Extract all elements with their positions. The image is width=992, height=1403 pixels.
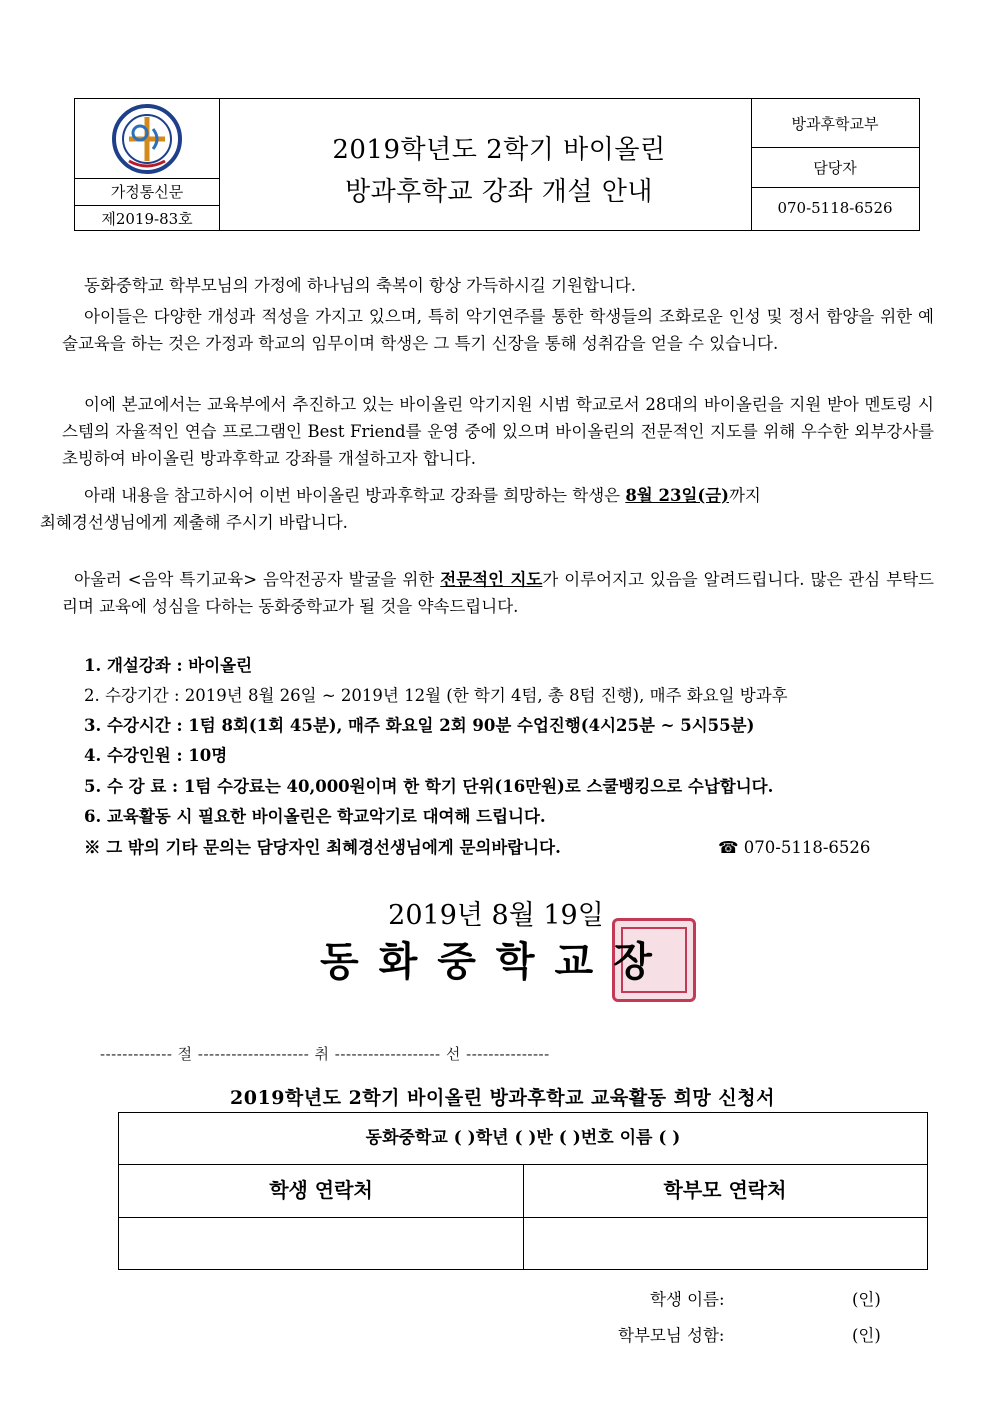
cut-line: ------------- 절 -------------------- 취 ------------------- 선 --------------- (100, 1045, 550, 1063)
paragraph-notice (62, 566, 934, 620)
parent-contact-field[interactable] (524, 1217, 927, 1269)
student-contact-field[interactable] (119, 1217, 523, 1269)
text: 까지 (728, 486, 761, 505)
text: 아래 내용을 참고하시어 이번 바이올린 방과후학교 강좌를 희망하는 학생은 (84, 486, 626, 505)
header-table (74, 98, 920, 231)
issue-date: 2019년 8월 19일 (388, 900, 604, 931)
list-item: 2. 수강기간 : 2019년 8월 26일 ~ 2019년 12월 (한 학기 4텀, 총 8텀 진행), 매주 화요일 방과후 (84, 686, 788, 705)
paragraph-deadline (40, 482, 934, 536)
inquiry-phone: ☎ 070-5118-6526 (718, 838, 871, 857)
doc-number: 제2019-83호 (101, 210, 193, 228)
seal-mark: (인) (852, 1290, 881, 1309)
doc-title-line1: 2019학년도 2학기 바이올린 (332, 135, 666, 165)
parent-name-label: 학부모님 성함: (618, 1326, 725, 1345)
department: 방과후학교부 (791, 115, 879, 133)
divider (75, 178, 219, 179)
form-title: 2019학년도 2학기 바이올린 방과후학교 교육활동 희망 신청서 (230, 1087, 775, 1109)
list-item: 6. 교육활동 시 필요한 바이올린은 학교악기로 대여해 드립니다. (84, 807, 546, 826)
seal-mark: (인) (852, 1326, 881, 1345)
text: 아울러 <음악 특기교육> 음악전공자 발굴을 위한 (74, 570, 441, 589)
deadline: 8월 23일(금) (625, 486, 729, 505)
text: 가 이루어지고 있음을 알려드립니다. 많은 관심 부탁드리며 교육에 성심을 다하는 동화중학교가 될 것을 약속드립니다. (62, 570, 934, 616)
paragraph: 아이들은 다양한 개성과 적성을 가지고 있으며, 특히 악기연주를 통한 학생들의 조화로운 인성 및 정서 함양을 위한 예술교육을 하는 것은 가정과 학교의 임무이며 학생은 그 특기 신장을 통해 성취감을 얻을 수 있습니다. (62, 307, 934, 353)
contact-label: 담당자 (813, 159, 857, 177)
divider (75, 205, 219, 206)
doc-title-line2: 방과후학교 강좌 개설 안내 (344, 177, 654, 207)
student-name-label: 학생 이름: (650, 1290, 725, 1309)
school-logo (107, 103, 187, 175)
student-contact-header: 학생 연락처 (269, 1178, 373, 1202)
text: 최혜경선생님에게 제출해 주시기 바랍니다. (40, 513, 348, 532)
list-item: 5. 수 강 료 : 1텀 수강료는 40,000원이며 한 학기 단위(16만원)로 스쿨뱅킹으로 수납합니다. (84, 777, 774, 796)
contact-phone: 070-5118-6526 (777, 199, 893, 217)
list-item: ※ 그 밖의 기타 문의는 담당자인 최혜경선생님에게 문의바랍니다. (84, 838, 561, 857)
list-item: 4. 수강인원 : 10명 (84, 746, 228, 765)
application-form (118, 1112, 928, 1270)
list-item: 3. 수강시간 : 1텀 8회(1회 45분), 매주 화요일 2회 90분 수업진행(4시25분 ~ 5시55분) (84, 716, 755, 735)
student-info-row[interactable]: 동화중학교 ( )학년 ( )반 ( )번호 이름 ( ) (119, 1113, 927, 1165)
paragraph: 이에 본교에서는 교육부에서 추진하고 있는 바이올린 악기지원 시범 학교로서 28대의 바이올린을 지원 받아 멘토링 시스템의 자율적인 연습 프로그램인 Best Friend를 운영 중에 있으며 바이올린의 전문적인 지도를 위해 우수한 외부강사를 초빙하여 바이올린 방과후학교 강좌를 개설하고자 합니다. (62, 395, 934, 468)
doc-type: 가정통신문 (110, 183, 184, 201)
list-item: 1. 개설강좌 : 바이올린 (84, 656, 253, 675)
parent-contact-header: 학부모 연락처 (663, 1178, 787, 1202)
paragraph: 동화중학교 학부모님의 가정에 하나님의 축복이 항상 가득하시길 기원합니다. (84, 276, 637, 295)
school-signature: 동화중학교장 (320, 938, 672, 985)
emphasis: 전문적인 지도 (440, 570, 543, 589)
